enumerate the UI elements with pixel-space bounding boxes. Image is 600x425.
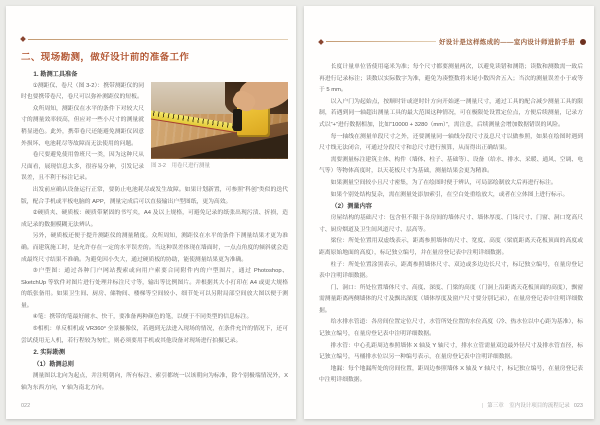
paragraph: 给水排水管道：各房间位置定位尺寸，水管所处位置的水位高度（冷、热水位以中心距为基准），标记独立编号，在量房登记表中注明详细数据。 bbox=[319, 319, 583, 338]
paragraph: 排水管：中心孔距周边参照墙体 X 轴及 Y 轴尺寸，排水立管需量双边最外径尺寸及排水管直径，标记独立编号，马桶排水位以另一种编号表示，在量房登记表中注明详细数据。 bbox=[319, 342, 583, 361]
paragraph: 门、洞口：所处位置墙体尺寸、高度、深度、门梁的高度（门洞上沿距离天花板顶面的高度），飘窗需测量距离两侧墙体的尺寸及飘出深度（墙体厚度及窗户尺寸要分别记录），在量房登记表中注明详细数据。 bbox=[319, 284, 583, 314]
right-page bbox=[304, 6, 594, 419]
subsection-tools-title: 1. 勘测工具准备 bbox=[33, 70, 78, 78]
subsection-survey-title: 2. 实际勘测 bbox=[33, 349, 66, 357]
header-rule bbox=[28, 39, 288, 40]
left-page-header bbox=[21, 37, 288, 41]
paragraph: 梁位：所处位置用双虚线表示，距离参照墙体的尺寸、宽度、高度（梁底距离天花板顶面的高度或距离原始地面的高度），标记独立编号，并在量房登记表中注明详细数据。 bbox=[319, 238, 583, 256]
paragraph: 房屋结构的基础尺寸：包含但不限于各房间的墙体尺寸、墙体厚度、门垛尺寸、门窗、洞口宽高尺寸、厨房烟道及卫生间风道尺寸、层高等。 bbox=[319, 215, 583, 233]
paragraph: 众所周知，测距仪在水平的条件下对较大尺寸的测量效率较高，但应对一些小尺寸的测量就稍显逊色。此外，携带卷尺还能避免测距仪因意外损坏、电池耗尽等故障而无法使用的问题。 bbox=[21, 105, 144, 147]
right-page-header bbox=[319, 37, 586, 46]
left-page bbox=[6, 6, 296, 419]
paragraph: 以入户门为起始点，按顺时针或逆时针方向开始逐一测量尺寸，通过工具的配合减少测量工具的限制，若遇到同一轴超出测量工具的最大范围这种情况，可在极限处设置定位点，方便后续测量，记录方式以“+”进行数据相加，比如“10000 + 3280（mm）”，需注意，后续测量会增加数据错误的风险。 bbox=[319, 98, 583, 128]
paragraph: 地漏：每个地漏所处的房间位置，距周边参照墙体 X 轴及 Y 轴尺寸，标记独立编号，在量房登记表中注明详细数据。 bbox=[319, 365, 583, 384]
paragraph: 如果个别处结构复杂，需在测量处添加索引，在空白处重绘放大，或者在立体图上进行标示。 bbox=[330, 191, 569, 198]
paragraph: ①测距仪、卷尺（图 3-2）：携带测距仪的同时也要携带卷尺，卷尺可以弥补测距仪的短板。 bbox=[21, 82, 144, 101]
figure-caption: 图 3-2 用卷尺进行测量 bbox=[151, 162, 210, 169]
running-head-book-title: 好设计是这样炼成的——室内设计师进阶手册 bbox=[439, 39, 575, 46]
footer-divider: | bbox=[481, 403, 484, 409]
figure-tape-measure bbox=[151, 82, 288, 170]
paragraph: ④笔：携带的笔最好耐水、快干，要准备两种颜色的笔，以便于不同类型的信息标注。 bbox=[32, 314, 253, 321]
left-page-number: 022 bbox=[21, 403, 31, 409]
paragraph: ②硬质夹、硬质板：硬质带紧固的书写夹，A4 及以上规格，可避免记录的纸张出现污渍、折损，造成记录的数据模糊无法辨认。 bbox=[21, 210, 288, 228]
running-foot-chapter: 第三章 室内设计项目的流程记录 bbox=[487, 403, 570, 409]
subsection-rules-title: （1）勘测总则 bbox=[33, 361, 74, 369]
paragraph: 如果测量空间较小且尺寸密集，为了在绘图时便于辨认，可局部绘制放大后再进行标注。 bbox=[330, 179, 557, 186]
paragraph: 每一轴线在测量单段尺寸之外，还要测量同一轴线分段尺寸及总尺寸以做参照，如果在绘图时遇到尺寸线无法闭合，可通过分段尺寸和总尺寸进行预算，从而得出正确结果。 bbox=[319, 133, 583, 152]
paragraph: 长度计量单位皆使用毫米为准；每个尺寸都要测量两次，以避免读错和测错；读数和测数需一致后再进行记录标注；读数以实际数字为准，避免为凑整数将末尾小数四舍五入；当次的测量误差小于或等于 5 mm。 bbox=[319, 64, 583, 94]
paragraph: ③户型图：通过各种门户网站搜索或向用户索要合同附件内的户型图片，通过 Photoshop、SketchUp 等软件对图片进行处理并标注尺寸等，输出等比例图片。并根据其大小打印在 A4 或更大规格的纸张备用。如果卫生间、厨房、储物间、楼梯等空间较小、细节处可以另附局部空间放大图以便于测量。 bbox=[21, 268, 288, 309]
header-rule bbox=[326, 41, 436, 42]
left-page-content bbox=[21, 52, 288, 395]
paragraph: 需要测量标注建筑主体、构件（墙体、柱子、基础等）、设备（给水、排水、采暖、通风、空调、电气等）等物体高度时，以天花板尺寸为基础，测量结果会更为精准。 bbox=[319, 156, 583, 175]
tape-measure-photo bbox=[151, 82, 288, 159]
paragraph: 另外，硬质板还便于提升测距仪的测量精度。众所周知，测距仪在水平的条件下测量结果才更为准确。而建筑施工时，是允许存在一定的水平误差的。当这种误差体现在墙面时，一点点角度的倾斜就会造成最终尺寸结果不准确。为避免因小失大，通过硬质板的协助，能使测量结果更为准确。 bbox=[21, 233, 288, 263]
right-page-content bbox=[319, 62, 583, 395]
subsection-measure-content-title: （2）测量内容 bbox=[331, 203, 372, 211]
right-page-footer bbox=[482, 402, 583, 410]
diamond-ornament-icon bbox=[20, 36, 26, 42]
paragraph: 测量图以北向为起点，并注明朝向，所有标注、索引都统一以该朝向为标准，除个别极端情况外，X 轴为东西方向，Y 轴为南北方向。 bbox=[21, 373, 288, 391]
paragraph: ⑤相机：单反相机或 VR360° 全景摄像仪，若遇到无法进入现场的情况，在条件允许的情况下，还可尝试使用无人机，若行程较为匆忙，则必须要用手机或其他设备对现场进行拍摄记录。 bbox=[21, 326, 288, 344]
dot-ornament-icon bbox=[580, 39, 586, 45]
paragraph: 卷尺要避免使用鲁班尺一类，因为这种尺从尺面看，展现信息太多，很容易分神，引发记录误差，且不利于标注记录。 bbox=[21, 152, 144, 182]
right-page-number: 023 bbox=[573, 403, 583, 409]
section-title: 二、现场勘测，做好设计前的准备工作 bbox=[21, 52, 190, 63]
paragraph: 柱子：所处位置涂黑表示，距离参照墙体尺寸、双边或多边边长尺寸，标记独立编号，在量房登记表中注明详细数据。 bbox=[319, 261, 583, 280]
paragraph: 出发前应确认设备运行正常，要防止电池耗尽或发生故障。如果计划新置，可参照“科创”类似的迭代版，配合手机或平板电脑的 APP，测量完成后可以直接输出户型图纸，更为高效。 bbox=[21, 186, 288, 205]
diamond-ornament-icon bbox=[318, 39, 324, 45]
